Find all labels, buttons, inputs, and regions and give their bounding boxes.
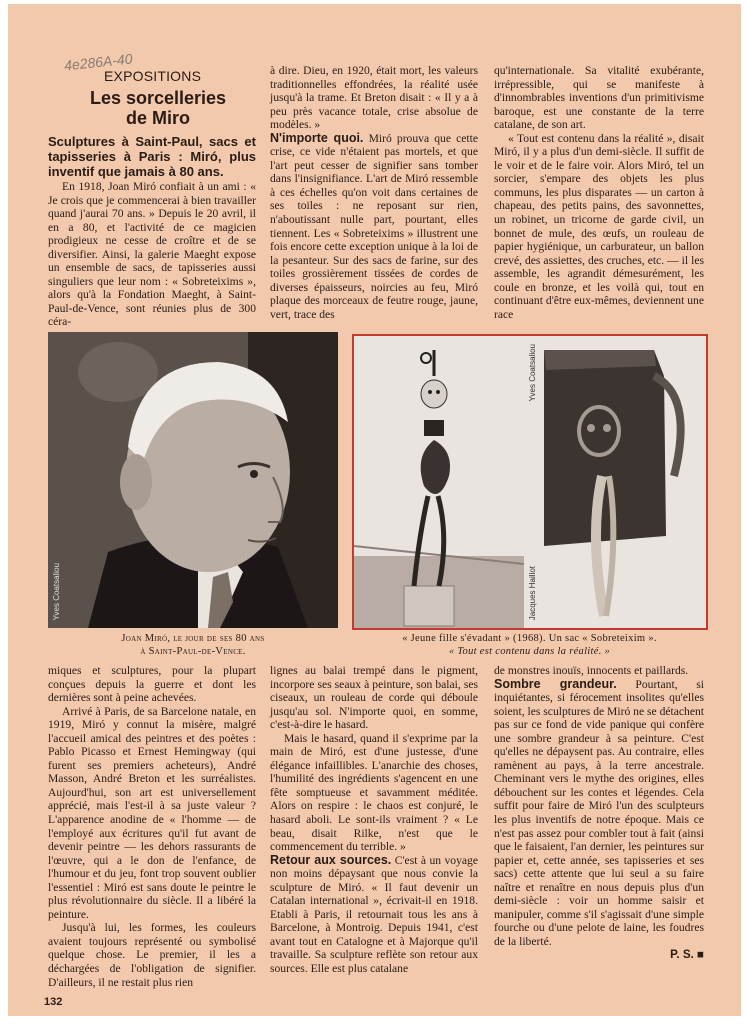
paragraph: à dire. Dieu, en 1920, était mort, les valeurs traditionnelles effondrées, la réalité usée jusqu'à la trame. Et Breton disait : « Il y a à peu près vacance totale, crise absolue de modèles. »: [270, 64, 478, 132]
paragraph: lignes au balai trempé dans le pigment, incorpore ses seaux à peinture, son balai, ses ciseaux, un rouleau de corde qui déboule jusqu'au sol. N'importe quoi, en somme, c'est-à-dire le hasard.: [270, 664, 478, 732]
author-signature: P. S. ■: [670, 948, 704, 962]
portrait-photo: [48, 332, 338, 628]
column-1-top: [48, 180, 256, 329]
paragraph: Arrivé à Paris, de sa Barcelone natale, en 1919, Miró y connut la misère, malgré l'accueil amical des peintres et des poètes : Pablo Picasso et Ernest Hemingway (qui furent ses premiers acheteurs), André Masson, André Breton et les surréalistes. Aujourd'hui, son art est universellement apprécié, mais l'est-il à sa juste valeur ? L'apparence anodine de « l'homme — de l'employé aux écritures qu'il fut avant de devenir peintre — les dehors rassurants de l'œuvre, qui a le don de l'enfance, de l'humour et du jeu, font trop souvent oublier l'essentiel : Miró est sans doute le peintre le plus révolutionnaire du siècle. Il a libéré la peinture.: [48, 704, 256, 921]
title-line-1: Les sorcelleries: [89, 88, 227, 108]
paragraph: Jusqu'à lui, les formes, les couleurs avaient toujours représenté ou symbolisé quelque chose. Le premier, il les a déchargées de l'obligation de signifier. D'ailleurs, il ne restait plus rien: [48, 921, 256, 989]
paragraph: Sombre grandeur. Pourtant, si inquiétantes, si férocement insolites qu'elles soient, les sculptures de Miró ne se détachent pas sur ce fond de vide panique qui confère une sombre grandeur à sa peinture. C'est qu'elles ne dépaysent pas. Au contraire, elles ramènent au pays, à la terre ancestrale. Cheminant vers le mythe des origines, elles débouchent sur les contes et légendes. Cela suffit pour faire de Miró l'un des sculpteurs les plus inventifs de notre époque. Mais ce n'est pas assez pour combler tout à fait (ainsi que le faisaient, l'an dernier, les peintures sur papier et, cette année, ses tapisseries et ses sacs) cette attente que lui seul a su faire naître et renaître en nous depuis plus d'un demi-siècle : voir un homme saisir et manipuler, comme s'il s'agissait d'une simple fourche ou d'une pelote de laine, les foudres de la liberté.: [494, 676, 704, 948]
photo-credit: Jacques Haillot: [528, 565, 537, 620]
sculpture-photo: [352, 334, 708, 630]
page-number: 132: [44, 996, 63, 1008]
column-3-bottom: [494, 664, 704, 962]
column-2-top: [270, 64, 478, 321]
paragraph: Mais le hasard, quand il s'exprime par la main de Miró, est d'une justesse, d'une élégance infaillibles. L'anarchie des choses, l'humilité des ingrédients s'agencent en une fête somptueuse et savamment méditée. Alors on respire : le chaos est conjuré, le hasard aboli. Le sont-ils vraiment ? « Le beau, disait Rilke, n'est que le commencement du terrible. »: [270, 731, 478, 854]
magazine-page: [8, 4, 741, 1016]
paragraph: Retour aux sources. C'est à un voyage non moins dépaysant que nous convie la sculpture de Miró. « Il faut devenir un Catalan international », écrivait-il en 1918. Etabli à Paris, il retournait tous les ans à Barcelone, à Montroig. Depuis 1941, c'est avant tout en Catalogne et à Majorque qu'il travaille. Sa sculpture reflète son retour aux sources. Elle est plus catalane: [270, 852, 478, 976]
handwritten-reference: 4e286A-40: [63, 50, 134, 74]
column-2-bottom: [270, 664, 478, 976]
paragraph: N'importe quoi. Miró prouva que cette crise, ce vide n'étaient pas mortels, et que l'art peut cesser de signifier sans tomber dans l'insignifiance. L'art de Miró ressemble à ces échelles qu'on voit dans certaines de ses toiles : ne reposant sur rien, n'aboutissant nulle part, pourtant, elles tiennent. Les « Sobreteixims » illustrent une fois encore cette exception unique à la loi de la pesanteur. Sur des sacs de farine, sur des toiles grossièrement tissées de cordes de diverses épaisseurs, noircies au feu, Miró plaque des morceaux de feutre rouge, jaune, vert, trace des: [270, 130, 478, 321]
article-title: [78, 88, 238, 128]
paragraph: « Tout est contenu dans la réalité », disait Miró, il y a plus d'un demi-siècle. Il suffit de le voir et de le faire voir. Alors Miró, tel un sorcier, s'empare des objets les plus communs, les plus disparates — un carton à chapeau, des petits pains, des savonnettes, un robinet, un tricorne de garde civil, un bonnet de mule, des œufs, un rouleau de papier hygiénique, un carburateur, un ballon crevé, des assiettes, des cruches, etc. — il les assemble, les agrandit démesurément, les coule en bronze, et les voilà qui, tout en continuant d'être eux-mêmes, deviennent une race: [494, 131, 704, 321]
subheading: N'importe quoi.: [270, 130, 364, 145]
column-3-top: [494, 64, 704, 321]
subheading: Sombre grandeur.: [494, 676, 617, 691]
paragraph: qu'internationale. Sa vitalité exubérante, irrépressible, qui se manifeste à d'innombrables inventions d'un primitivisme baroque, est une constante de la terre catalane, de son art.: [494, 64, 704, 132]
photo-credit: Yves Coatsaliou: [528, 344, 537, 402]
paragraph: En 1918, Joan Miró confiait à un ami : « Je crois que je commencerai à bien travailler quand j'aurai 70 ans. » Depuis le 20 avril, il en a 80, et l'activité de ce magicien prodigieux ne cesse de croître et de se diversifier. Ainsi, la galerie Maeght expose un ensemble de sacs, de tapisseries aussi singuliers que leur nom : « Sobreteixims », alors qu'à la Fondation Maeght, à Saint-Paul-de-Vence, sont réunies plus de 300 céra-: [48, 180, 256, 329]
article-deck: Sculptures à Saint-Paul, sacs et tapisseries à Paris : Miró, plus inventif que jamais à 80 ans.: [48, 134, 256, 179]
portrait-illustration: [48, 332, 338, 628]
portrait-caption: Joan Miró, le jour de ses 80 ans à Saint-Paul-de-Vence.: [121, 633, 265, 657]
subheading: Retour aux sources.: [270, 852, 392, 867]
paragraph: de monstres inouïs, innocents et paillards.: [494, 664, 689, 677]
section-kicker: EXPOSITIONS: [104, 68, 202, 84]
paragraph: miques et sculptures, pour la plupart conçues depuis la guerre et dont les dernières sont à peine achevées.: [48, 664, 256, 705]
sculpture-caption: « Jeune fille s'évadant » (1968). Un sac « Sobreteixim ». « Tout est contenu dans la réalité. »: [402, 633, 657, 657]
photo-credit: Yves Coatsaliou: [52, 562, 61, 620]
column-1-bottom: [48, 664, 256, 989]
title-line-2: de Miro: [125, 108, 190, 128]
